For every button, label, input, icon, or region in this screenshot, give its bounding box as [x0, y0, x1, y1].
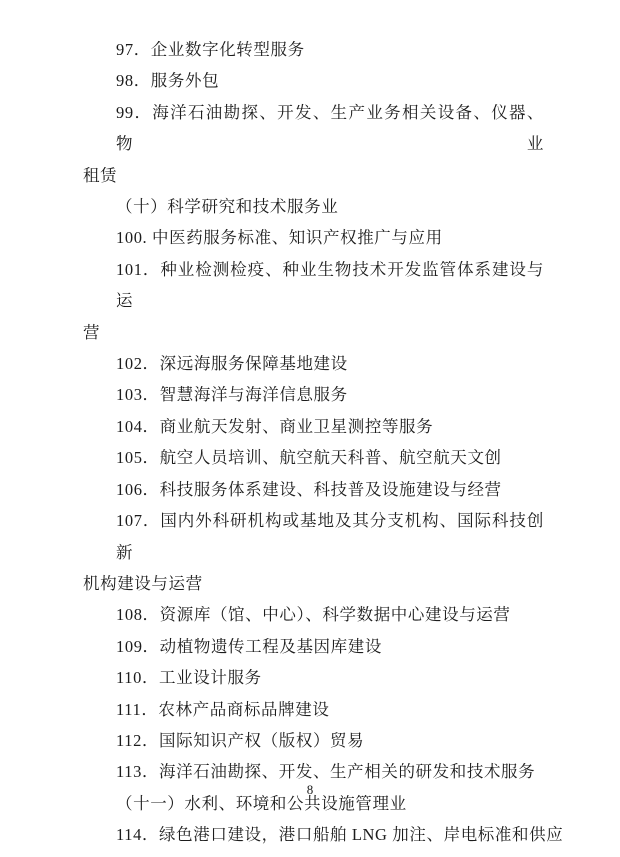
- list-item-line: 112．国际知识产权（版权）贸易: [116, 730, 365, 750]
- list-item-line: 98．服务外包: [116, 71, 220, 91]
- list-item-line: 110．工业设计服务: [116, 668, 262, 688]
- list-item-continuation: 机构建设与运营: [83, 573, 203, 593]
- list-item-line: 97．企业数字化转型服务: [116, 40, 305, 59]
- list-item-line: 99．海洋石油勘探、开发、生产业务相关设备、仪器、物业: [116, 102, 544, 154]
- list-item-line: 107．国内外科研机构或基地及其分支机构、国际科技创新: [116, 511, 544, 562]
- list-item-line: 108．资源库（馆、中心）、科学数据中心建设与运营: [116, 605, 511, 625]
- section-heading: （十）科学研究和技术服务业: [116, 197, 339, 217]
- list-item-line: 111．农林产品商标品牌建设: [116, 699, 330, 719]
- list-item-line: 102．深远海服务保障基地建设: [116, 354, 348, 374]
- list-item-line: 105．航空人员培训、航空航天科普、航空航天文创: [116, 448, 502, 468]
- page-number: 8: [306, 782, 314, 797]
- list-item-line: 106．科技服务体系建设、科技普及设施建设与经营: [116, 479, 502, 499]
- list-item-continuation: 营: [83, 322, 101, 342]
- list-item-line: 103．智慧海洋与海洋信息服务: [116, 385, 348, 405]
- list-item-line: 113．海洋石油勘探、开发、生产相关的研发和技术服务: [116, 762, 536, 782]
- section-heading: （十一）水利、环境和公共设施管理业: [116, 793, 407, 813]
- list-item-line: 104．商业航天发射、商业卫星测控等服务: [116, 416, 434, 436]
- list-item-line: 100. 中医药服务标准、知识产权推广与应用: [116, 228, 443, 248]
- list-item-line: 114．绿色港口建设，港口船舶 LNG 加注、岸电标准和供应: [116, 825, 564, 845]
- list-item-line: 109．动植物遗传工程及基因库建设: [116, 636, 382, 656]
- list-item-line: 101．种业检测检疫、种业生物技术开发监管体系建设与运: [116, 259, 544, 311]
- list-item-continuation: 租赁: [83, 165, 118, 185]
